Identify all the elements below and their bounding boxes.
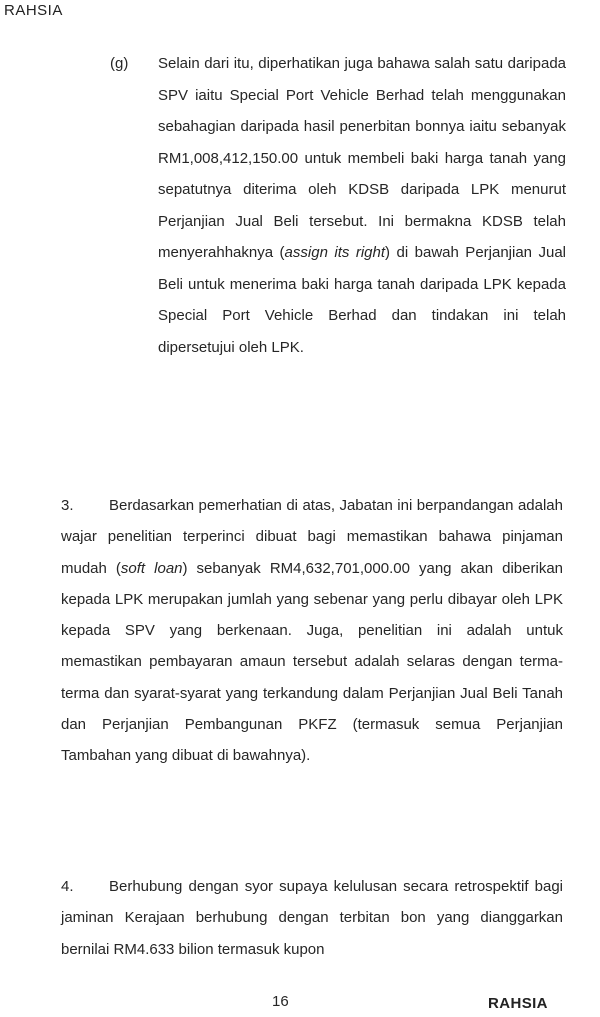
paragraph-3 — [61, 490, 563, 772]
paragraph-4 — [61, 871, 563, 965]
clause-g-text-1: Selain dari itu, diperhatikan juga bahawa salah satu daripada SPV iaitu Special Port Vehicle Berhad telah menggunakan sebahagian daripada hasil penerbitan bonnya iaitu sebanyak RM1,008,412,150.00 untuk membeli baki harga tanah yang sepatutnya diterima oleh KDSB daripada LPK menurut Perjanjian Jual Beli tersebut. Ini bermakna KDSB telah menyerahhaknya ( — [158, 55, 566, 261]
paragraph-4-number: 4. — [61, 878, 74, 895]
clause-g-body — [158, 48, 566, 363]
footer-classification-label: RAHSIA — [488, 995, 548, 1012]
paragraph-4-text: Berhubung dengan syor supaya kelulusan secara retrospektif bagi jaminan Kerajaan berhubung dengan terbitan bon yang dianggarkan bernilai RM4.633 bilion termasuk kupon — [61, 878, 563, 958]
page-number: 16 — [272, 993, 289, 1010]
clause-g-text-2: ) di bawah Perjanjian Jual Beli untuk menerima baki harga tanah daripada LPK kepada Special Port Vehicle Berhad dan tindakan ini telah dipersetujui oleh LPK. — [158, 244, 567, 356]
paragraph-3-text-2: ) sebanyak RM4,632,701,000.00 yang akan diberikan kepada LPK merupakan jumlah yang sebenar yang perlu dibayar oleh LPK kepada SPV yang berkenaan. Juga, penelitian ini adalah untuk memastikan pembayaran amaun tersebut adalah selaras dengan terma-terma dan syarat-syarat yang terkandung dalam Perjanjian Jual Beli Tanah dan Perjanjian Pembangunan PKFZ (termasuk semua Perjanjian Tambahan yang dibuat di bawahnya). — [61, 559, 563, 765]
clause-g-italic-term: assign its right — [284, 244, 386, 261]
paragraph-3-italic-term: soft loan — [120, 559, 183, 577]
clause-g-label: (g) — [110, 55, 129, 72]
paragraph-3-number: 3. — [61, 497, 74, 514]
paragraph-3-text-1: Berdasarkan pemerhatian di atas, Jabatan ini berpandangan adalah wajar penelitian terperinci dibuat bagi memastikan bahawa pinjaman mudah ( — [61, 497, 563, 577]
header-classification-label: RAHSIA — [4, 2, 63, 19]
